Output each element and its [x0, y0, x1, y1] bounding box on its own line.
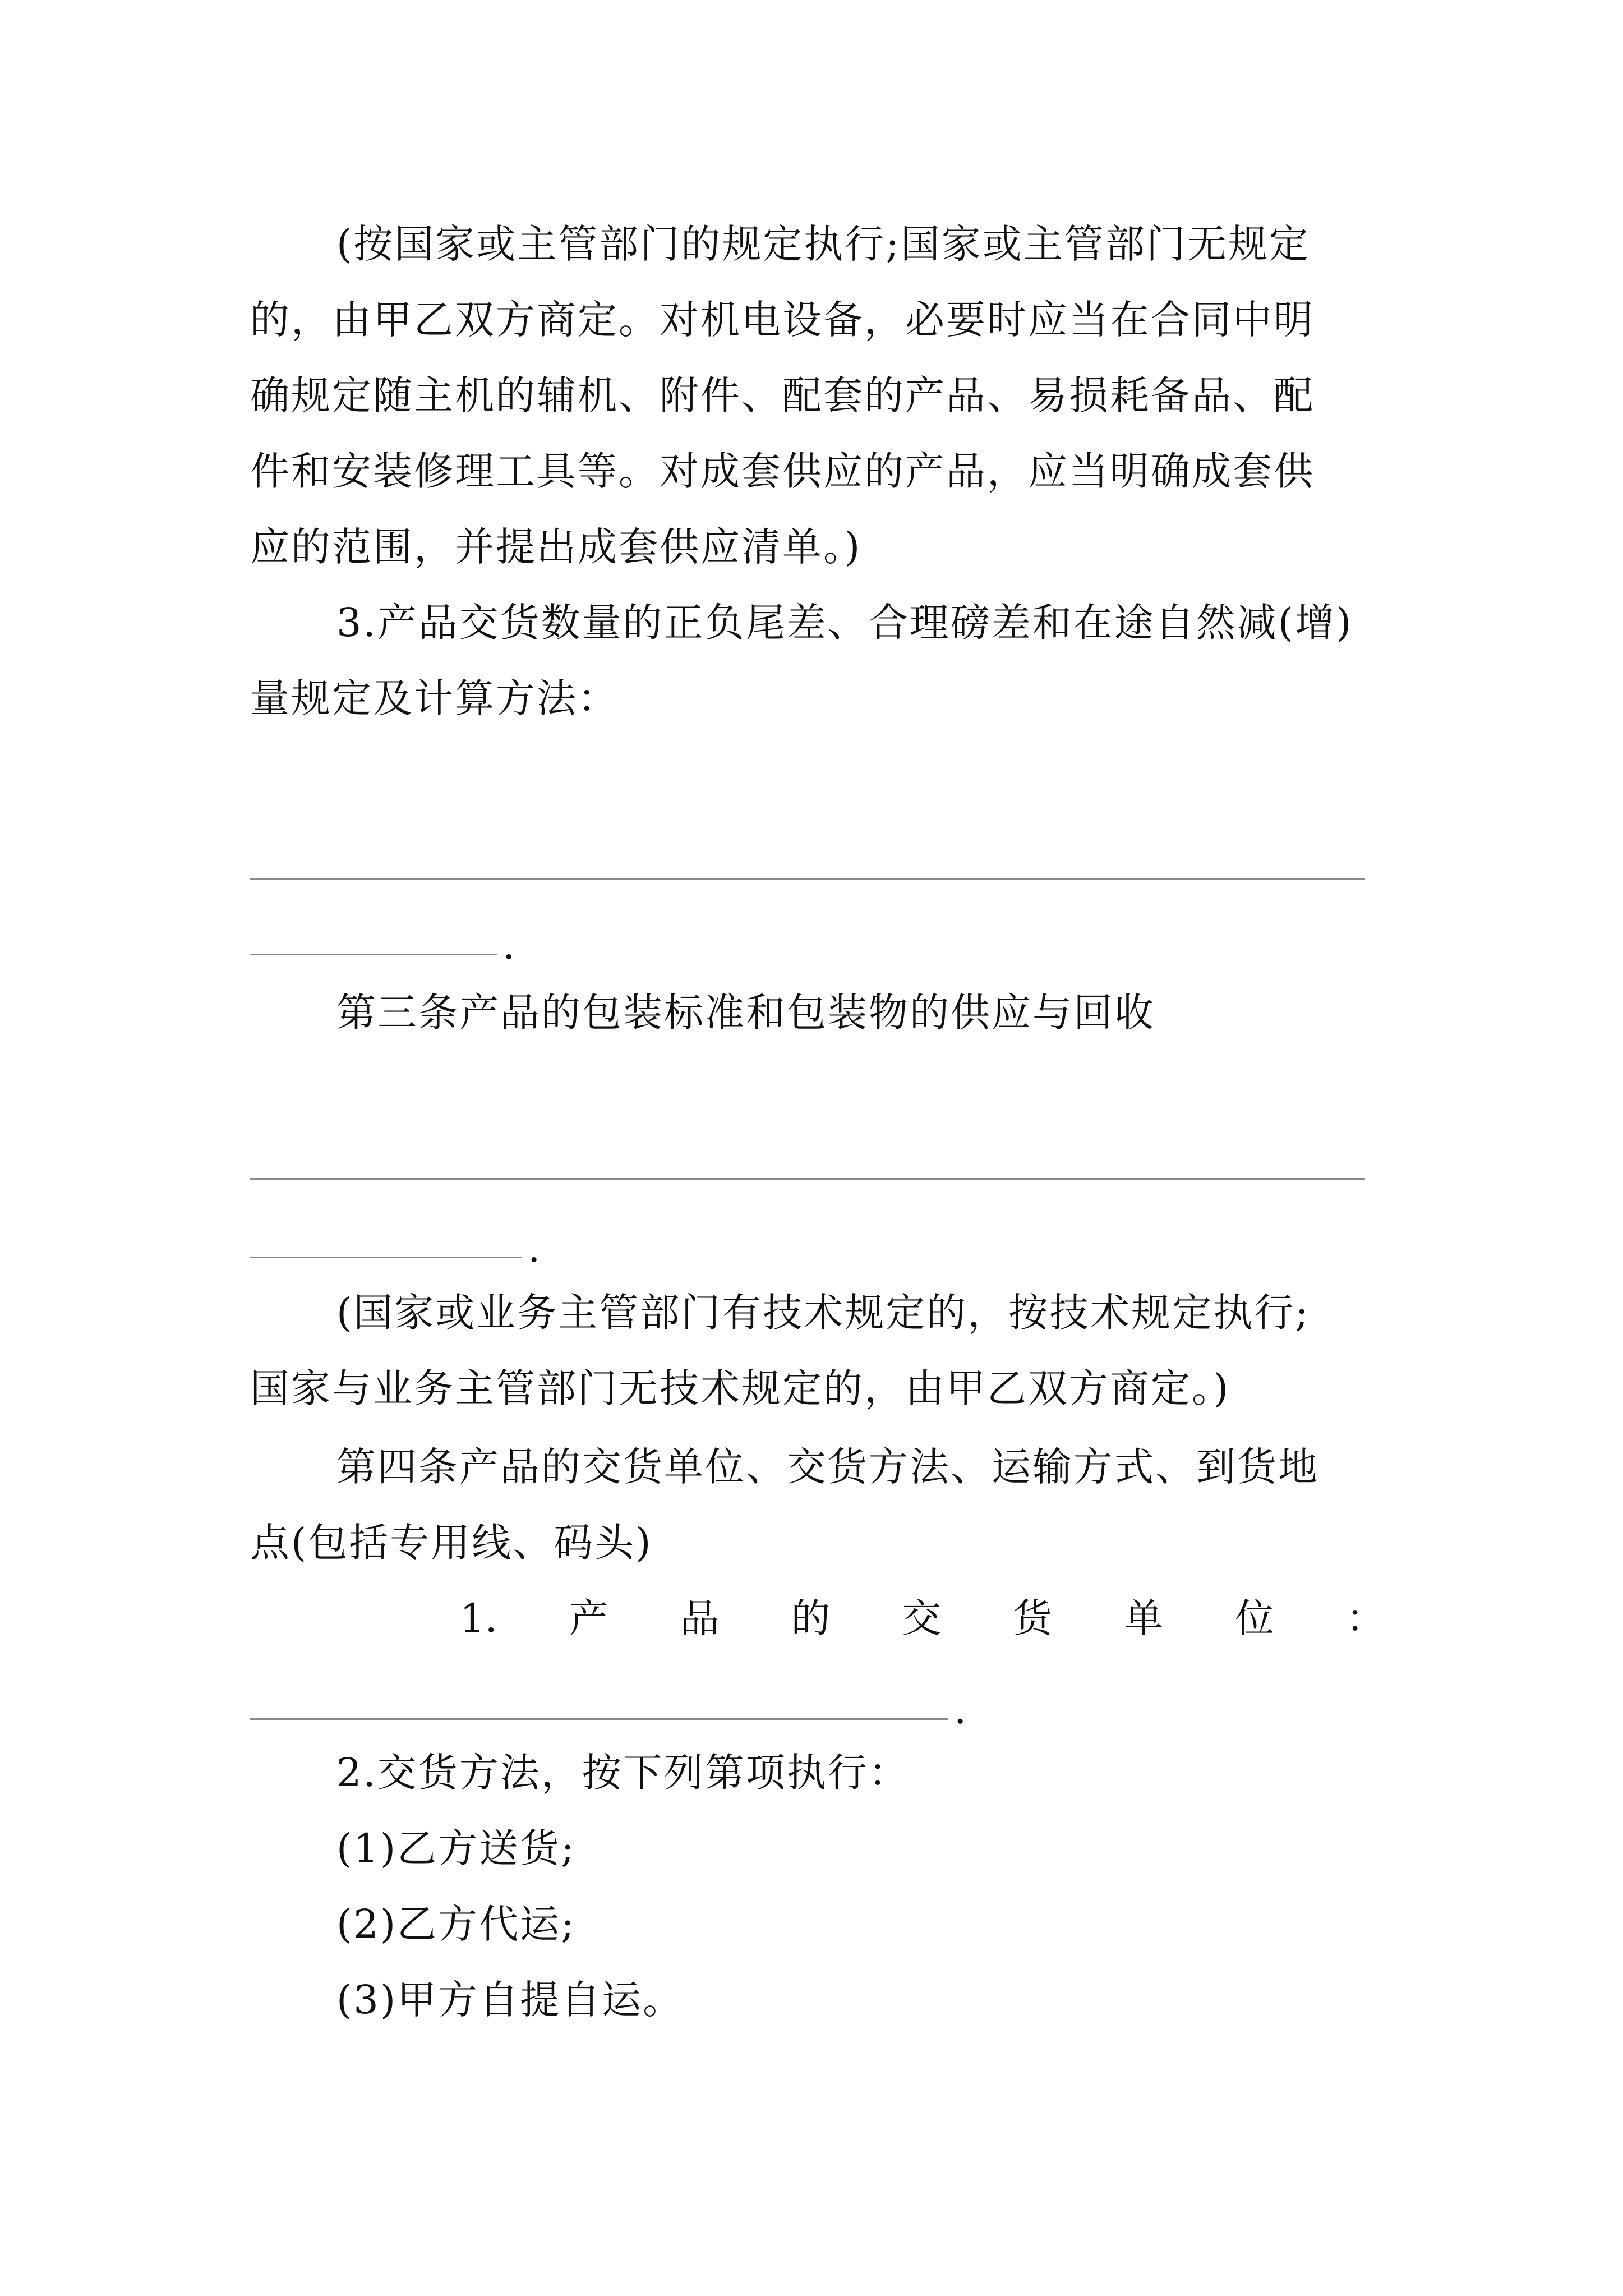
article-title: 第四条产品的交货单位、交货方法、运输方式、到货地: [336, 1444, 1319, 1490]
blank-underline: [250, 1178, 1365, 1180]
clause-line: 量规定及计算方法：: [250, 675, 619, 721]
clause-line: 2.交货方法，按下列第项执行：: [336, 1750, 910, 1796]
option-item: (3)甲方自提自运。: [336, 1977, 684, 2023]
paragraph-line: (国家或业务主管部门有技术规定的，按技术规定执行;: [336, 1290, 1310, 1336]
article-title: 第三条产品的包装标准和包装物的供应与回收: [336, 990, 1155, 1036]
item-char: 交: [902, 1595, 942, 1641]
blank-underline: [250, 1257, 522, 1258]
item-char: ：: [1345, 1595, 1385, 1641]
option-item: (1)乙方送货;: [336, 1825, 576, 1871]
item-char: 品: [680, 1595, 720, 1641]
paragraph-line: 国家与业务主管部门无技术规定的，由甲乙双方商定。): [250, 1365, 1230, 1411]
paragraph-line: 应的范围，并提出成套供应清单。): [250, 524, 862, 570]
blank-end-dot: .: [502, 922, 515, 968]
clause-line: 3.产品交货数量的正负尾差、合理磅差和在途自然减(增): [336, 600, 1353, 646]
paragraph-line: 的，由甲乙双方商定。对机电设备，必要时应当在合同中明: [250, 297, 1315, 343]
item-char: 单: [1124, 1595, 1164, 1641]
paragraph-line: 件和安装修理工具等。对成套供应的产品，应当明确成套供: [250, 448, 1315, 494]
item-char: 货: [1013, 1595, 1053, 1641]
blank-end-dot: .: [954, 1687, 967, 1733]
item-char: 位: [1235, 1595, 1275, 1641]
justified-item-line: [460, 1590, 1385, 1646]
item-char: 1.: [460, 1595, 497, 1641]
paragraph-line: (按国家或主管部门的规定执行;国家或主管部门无规定: [336, 221, 1310, 267]
option-item: (2)乙方代运;: [336, 1901, 576, 1947]
blank-underline: [250, 954, 497, 955]
item-char: 的: [791, 1595, 831, 1641]
blank-end-dot: .: [528, 1225, 541, 1271]
blank-underline: [250, 878, 1365, 880]
blank-underline: [250, 1718, 948, 1720]
paragraph-line: 确规定随主机的辅机、附件、配套的产品、易损耗备品、配: [250, 372, 1315, 418]
article-title: 点(包括专用线、码头): [250, 1520, 653, 1566]
item-char: 产: [569, 1595, 608, 1641]
